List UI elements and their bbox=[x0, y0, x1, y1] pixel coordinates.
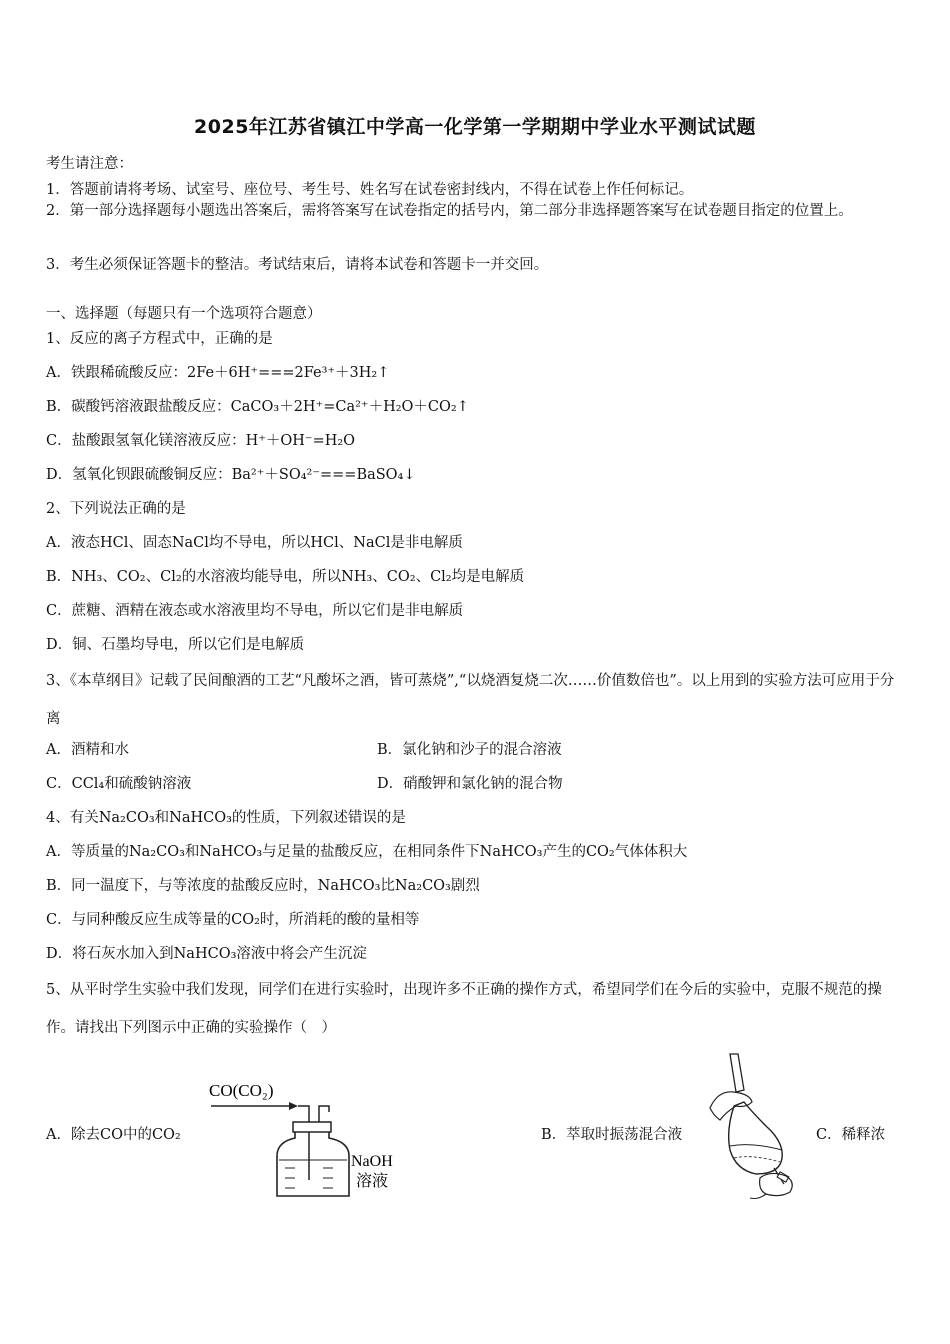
q1-option-d: D．氢氧化钡跟硫酸铜反应：Ba²⁺＋SO₄²⁻===BaSO₄↓ bbox=[46, 467, 416, 483]
q5-option-b: B．萃取时振荡混合液 bbox=[541, 1127, 683, 1143]
notice-heading: 考生请注意： bbox=[46, 156, 133, 172]
q4-option-d: D．将石灰水加入到NaHCO₃溶液中将会产生沉淀 bbox=[46, 946, 367, 962]
q1-stem: 1、反应的离子方程式中，正确的是 bbox=[46, 331, 273, 347]
page-title: 2025年江苏省镇江中学高一化学第一学期期中学业水平测试试题 bbox=[194, 116, 756, 138]
q4-option-b: B．同一温度下，与等浓度的盐酸反应时，NaHCO₃比Na₂CO₃剧烈 bbox=[46, 878, 480, 894]
q5-option-c: C．稀释浓 bbox=[816, 1127, 886, 1143]
q1-option-a: A．铁跟稀硫酸反应：2Fe＋6H⁺===2Fe³⁺＋3H₂↑ bbox=[46, 365, 390, 381]
q4-option-a: A．等质量的Na₂CO₃和NaHCO₃与足量的盐酸反应，在相同条件下NaHCO₃产生的CO₂气体体积大 bbox=[46, 844, 688, 860]
q4-stem: 4、有关Na₂CO₃和NaHCO₃的性质，下列叙述错误的是 bbox=[46, 810, 406, 826]
q2-option-b: B．NH₃、CO₂、Cl₂的水溶液均能导电，所以NH₃、CO₂、Cl₂均是电解质 bbox=[46, 569, 525, 585]
q5-stem: 5、从平时学生实验中我们发现，同学们在进行实验时，出现许多不正确的操作方式，希望同学们在今后的实验中，克服不规范的操作。请找出下列图示中正确的实验操作（ ） bbox=[46, 982, 882, 1036]
q5-option-a: A．除去CO中的CO₂ bbox=[46, 1127, 181, 1143]
gas-washing-bottle-figure bbox=[205, 1072, 425, 1204]
notice-item-1: 1．答题前请将考场、试室号、座位号、考生号、姓名写在试卷密封线内，不得在试卷上作任何标记。 bbox=[46, 182, 694, 198]
fig-a-reagent-2: 溶液 bbox=[356, 1173, 389, 1190]
q1-option-c: C．盐酸跟氢氧化镁溶液反应：H⁺＋OH⁻=H₂O bbox=[46, 433, 356, 449]
section-heading: 一、选择题（每题只有一个选项符合题意） bbox=[46, 306, 322, 322]
q1-option-b: B．碳酸钙溶液跟盐酸反应：CaCO₃＋2H⁺=Ca²⁺＋H₂O＋CO₂↑ bbox=[46, 399, 469, 415]
q3-option-c: C．CCl₄和硫酸钠溶液 bbox=[46, 776, 192, 792]
fig-a-reagent-1: NaOH bbox=[351, 1153, 393, 1170]
q2-option-a: A．液态HCl、固态NaCl均不导电，所以HCl、NaCl是非电解质 bbox=[46, 535, 463, 551]
notice-item-2: 2．第一部分选择题每小题选出答案后，需将答案写在试卷指定的括号内，第二部分非选择题答案写在试卷题目指定的位置上。 bbox=[46, 203, 853, 219]
q2-option-d: D．铜、石墨均导电，所以它们是电解质 bbox=[46, 637, 305, 653]
q3-option-b: B．氯化钠和沙子的混合溶液 bbox=[377, 742, 562, 758]
notice-item-3: 3．考生必须保证答题卡的整洁。考试结束后，请将本试卷和答题卡一并交回。 bbox=[46, 257, 549, 273]
q4-option-c: C．与同种酸反应生成等量的CO₂时，所消耗的酸的量相等 bbox=[46, 912, 420, 928]
q2-option-c: C．蔗糖、酒精在液态或水溶液里均不导电，所以它们是非电解质 bbox=[46, 603, 464, 619]
q3-option-a: A．酒精和水 bbox=[46, 742, 129, 758]
separatory-funnel-figure bbox=[700, 1050, 806, 1202]
q2-stem: 2、下列说法正确的是 bbox=[46, 501, 186, 517]
q3-option-d: D．硝酸钾和氯化钠的混合物 bbox=[377, 776, 563, 792]
fig-a-gas-label: CO(CO₂) bbox=[209, 1081, 274, 1100]
q3-stem: 3、《本草纲目》记载了民间酿酒的工艺“凡酸坏之酒，皆可蒸烧”,“以烧酒复烧二次……价值数倍也”。以上用到的实验方法可应用于分离 bbox=[46, 673, 895, 727]
